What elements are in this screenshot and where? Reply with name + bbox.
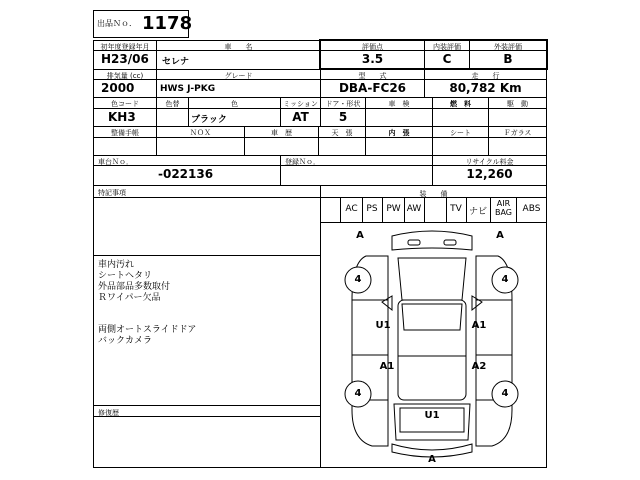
door-value: 5 — [338, 110, 348, 124]
equip-airbag: AIR BAG — [494, 199, 513, 217]
mark-front-right: A — [496, 230, 504, 241]
seat-label: シート — [450, 129, 471, 137]
interior-grade: C — [442, 52, 452, 66]
equip-tv: TV — [450, 204, 462, 214]
exterior-grade: B — [503, 52, 513, 66]
car-diagram — [345, 231, 518, 457]
repair-history-label: 修復歴 — [98, 409, 119, 417]
car-name: セレナ — [162, 57, 190, 67]
mileage-value: 80,782 Km — [449, 81, 522, 95]
mark-rear-right: 4 — [501, 388, 509, 399]
mark-fender-left: 4 — [354, 274, 362, 285]
color-code: KH3 — [108, 110, 136, 124]
lot-number: 1178 — [142, 13, 193, 34]
equipment-label: 装 備 — [419, 190, 448, 198]
history-label: 車 歴 — [271, 129, 292, 137]
model-label: 型 式 — [358, 72, 387, 80]
mark-door-rear-right: A2 — [471, 361, 487, 372]
name-label: 車 名 — [224, 43, 253, 51]
mark-door-front-left: U1 — [375, 320, 391, 331]
note-line: 両側オートスライドドア — [98, 325, 197, 335]
cc-label: 排気量 (cc) — [106, 72, 144, 80]
equip-ps: PS — [366, 204, 378, 214]
inspection-label: 車 検 — [388, 100, 410, 108]
note-line: Ｒワイパー欠品 — [98, 293, 161, 303]
glass-label: Ｆガラス — [503, 129, 532, 137]
mission-value: AT — [292, 110, 309, 124]
chassis-label: 車台Ｎｏ． — [98, 158, 133, 166]
mark-rear-hatch: U1 — [424, 410, 440, 421]
mileage-label: 走 行 — [471, 72, 500, 80]
equip-abs: ABS — [522, 204, 541, 214]
grade-value: HWS J-PKG — [160, 84, 216, 94]
recycle-fee: 12,260 — [466, 167, 513, 181]
notes-label: 特記事項 — [98, 189, 126, 197]
year-label: 初年度登録年月 — [100, 43, 150, 51]
first-registration: H23/06 — [101, 52, 149, 66]
note-line: 外品部品多数取付 — [98, 282, 171, 292]
lot-label: 出品Ｎｏ． — [97, 19, 137, 28]
interior-grade-label: 内装評価 — [433, 43, 461, 51]
note-line: シートヘタリ — [98, 271, 153, 281]
mark-door-front-right: A1 — [471, 320, 487, 331]
fuel-label: 燃 料 — [450, 100, 471, 108]
mark-rear-bumper: A — [428, 454, 436, 465]
manual-label: 整備手帳 — [111, 129, 139, 137]
note-line: バックカメラ — [98, 336, 153, 346]
score-label: 評価点 — [362, 43, 383, 51]
note-line: 車内汚れ — [98, 260, 135, 270]
equip-ac: AC — [345, 204, 358, 214]
mark-fender-right: 4 — [501, 274, 509, 285]
equip-navi: ナビ — [468, 207, 487, 217]
equip-aw: AW — [406, 204, 422, 214]
grade-label: グレード — [224, 72, 253, 80]
nox-label: ＮＯＸ — [190, 129, 211, 137]
color-change-label: 色替 — [165, 100, 180, 108]
door-label: ドア・形状 — [325, 100, 361, 108]
color-code-label: 色コード — [111, 100, 139, 108]
recycle-label: リサイクル料金 — [465, 158, 514, 166]
roof-label: 天 張 — [331, 129, 353, 137]
color-value: ブラック — [191, 115, 227, 125]
registration-label: 登録Ｎｏ． — [285, 158, 320, 166]
mark-front-left: A — [356, 230, 364, 241]
mark-rear-left: 4 — [354, 388, 362, 399]
chassis-number: -022136 — [158, 167, 214, 181]
mark-door-rear-left: A1 — [379, 361, 395, 372]
equip-pw: PW — [386, 204, 401, 214]
score-value: 3.5 — [361, 52, 384, 66]
inner-panel-label: 内 張 — [388, 129, 410, 137]
drive-label: 駆 動 — [507, 100, 528, 108]
model-code: DBA-FC26 — [338, 81, 407, 95]
color-label: 色 — [231, 100, 238, 108]
mission-label: ミッション — [283, 100, 318, 108]
displacement: 2000 — [101, 81, 135, 95]
exterior-grade-label: 外装評価 — [494, 43, 522, 51]
